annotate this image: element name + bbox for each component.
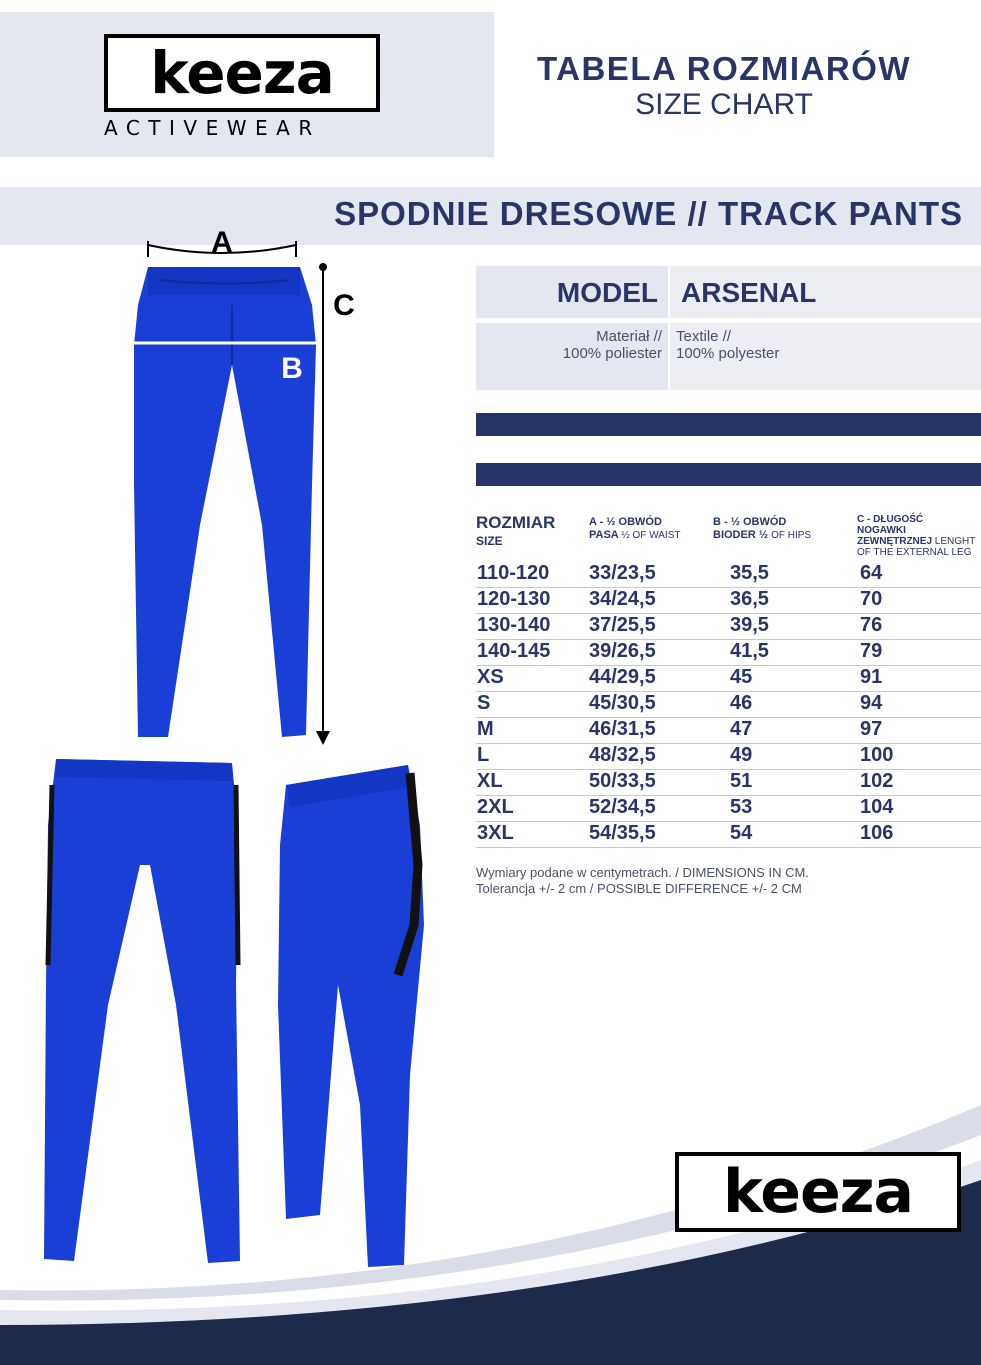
cell-c: 94 xyxy=(860,692,883,714)
col-c-title3: ZEWNĘTRZNEJ xyxy=(857,536,932,547)
cell-a: 48/32,5 xyxy=(589,744,656,766)
cell-b: 53 xyxy=(730,796,753,818)
cell-b: 39,5 xyxy=(730,614,769,636)
logo-text: keeza xyxy=(150,39,334,107)
col-c-sub1: LENGHT xyxy=(934,536,976,547)
cell-b: 51 xyxy=(730,770,753,792)
brand-tagline: ACTIVEWEAR xyxy=(104,116,321,140)
model-label: MODEL xyxy=(476,266,668,318)
material-value-line1: Textile // xyxy=(676,328,732,345)
footer-logo-text: keeza xyxy=(722,1157,914,1227)
cell-size: 3XL xyxy=(477,822,514,844)
cell-a: 46/31,5 xyxy=(589,718,656,740)
cell-c: 106 xyxy=(860,822,894,844)
cell-a: 33/23,5 xyxy=(589,562,656,584)
label-a: A xyxy=(211,226,233,259)
cell-size: M xyxy=(477,718,494,740)
cell-c: 102 xyxy=(860,770,894,792)
cell-b: 35,5 xyxy=(730,562,769,584)
label-b: B xyxy=(281,352,303,385)
dimension-notes xyxy=(476,865,809,897)
col-b-header xyxy=(713,516,811,542)
col-c-title1: C - DŁUGOŚĆ xyxy=(857,514,924,525)
table-row xyxy=(476,639,981,666)
cell-c: 100 xyxy=(860,744,894,766)
table-row xyxy=(476,821,981,848)
cell-size: XS xyxy=(477,666,504,688)
table-row xyxy=(476,587,981,614)
material-value xyxy=(670,323,981,390)
col-size-header xyxy=(476,514,555,550)
table-row xyxy=(476,717,981,744)
cell-b: 46 xyxy=(730,692,753,714)
cell-size: 120-130 xyxy=(477,588,551,610)
cell-a: 44/29,5 xyxy=(589,666,656,688)
divider-bar xyxy=(476,413,981,436)
cell-c: 104 xyxy=(860,796,894,818)
table-row xyxy=(476,795,981,822)
note-line1: Wymiary podane w centymetrach. / DIMENSIONS IN CM. xyxy=(476,865,809,880)
cell-b: 41,5 xyxy=(730,640,769,662)
col-a-sub: ½ OF WAIST xyxy=(621,530,681,541)
divider-bar xyxy=(476,463,981,486)
table-row xyxy=(476,691,981,718)
model-value: ARSENAL xyxy=(670,266,981,318)
cell-a: 52/34,5 xyxy=(589,796,656,818)
table-row xyxy=(476,743,981,770)
cell-size: 130-140 xyxy=(477,614,551,636)
table-row xyxy=(476,561,981,588)
brand-logo xyxy=(104,34,380,112)
col-b-title1: B - ½ OBWÓD xyxy=(713,516,787,528)
label-c: C xyxy=(333,289,355,322)
material-label-line2: 100% poliester xyxy=(562,345,662,362)
col-b-sub: OF HIPS xyxy=(771,530,812,541)
table-row xyxy=(476,769,981,796)
cell-size: 2XL xyxy=(477,796,514,818)
col-a-header xyxy=(589,516,680,542)
table-row xyxy=(476,665,981,692)
cell-b: 36,5 xyxy=(730,588,769,610)
cell-size: XL xyxy=(477,770,503,792)
material-label xyxy=(476,323,668,390)
cell-size: S xyxy=(477,692,491,714)
table-row xyxy=(476,613,981,640)
cell-b: 54 xyxy=(730,822,753,844)
col-size-sub: SIZE xyxy=(476,534,503,548)
cell-c: 70 xyxy=(860,588,883,610)
cell-size: L xyxy=(477,744,490,766)
cell-c: 97 xyxy=(860,718,883,740)
col-c-sub2: OF THE EXTERNAL LEG xyxy=(857,547,972,558)
cell-size: 110-120 xyxy=(477,562,550,584)
col-size-title: ROZMIAR xyxy=(476,513,556,532)
cell-a: 39/26,5 xyxy=(589,640,656,662)
col-c-header xyxy=(857,514,981,558)
cell-a: 50/33,5 xyxy=(589,770,656,792)
pants-front-icon xyxy=(132,241,330,745)
cell-c: 76 xyxy=(860,614,883,636)
cell-c: 91 xyxy=(860,666,883,688)
note-line2: Tolerancja +/- 2 cm / POSSIBLE DIFFERENCE +/- 2 CM xyxy=(476,881,802,896)
col-a-title1: A - ½ OBWÓD xyxy=(589,516,662,528)
cell-a: 45/30,5 xyxy=(589,692,656,714)
cell-c: 64 xyxy=(860,562,883,584)
col-a-title2: PASA xyxy=(589,529,619,541)
col-b-title2: BIODER ½ xyxy=(713,529,769,541)
page-subtitle: SIZE CHART xyxy=(635,88,813,121)
footer-logo xyxy=(675,1152,961,1232)
page-title: TABELA ROZMIARÓW xyxy=(536,50,912,87)
cell-a: 37/25,5 xyxy=(589,614,656,636)
cell-c: 79 xyxy=(860,640,883,662)
product-category: SPODNIE DRESOWE // TRACK PANTS xyxy=(334,195,963,232)
material-label-line1: Materiał // xyxy=(596,328,662,345)
cell-b: 49 xyxy=(730,744,753,766)
cell-size: 140-145 xyxy=(477,640,551,662)
cell-a: 54/35,5 xyxy=(589,822,656,844)
cell-a: 34/24,5 xyxy=(589,588,656,610)
col-c-title2: NOGAWKI xyxy=(857,525,906,536)
cell-b: 45 xyxy=(730,666,753,688)
material-value-line2: 100% polyester xyxy=(676,345,780,362)
cell-b: 47 xyxy=(730,718,753,740)
